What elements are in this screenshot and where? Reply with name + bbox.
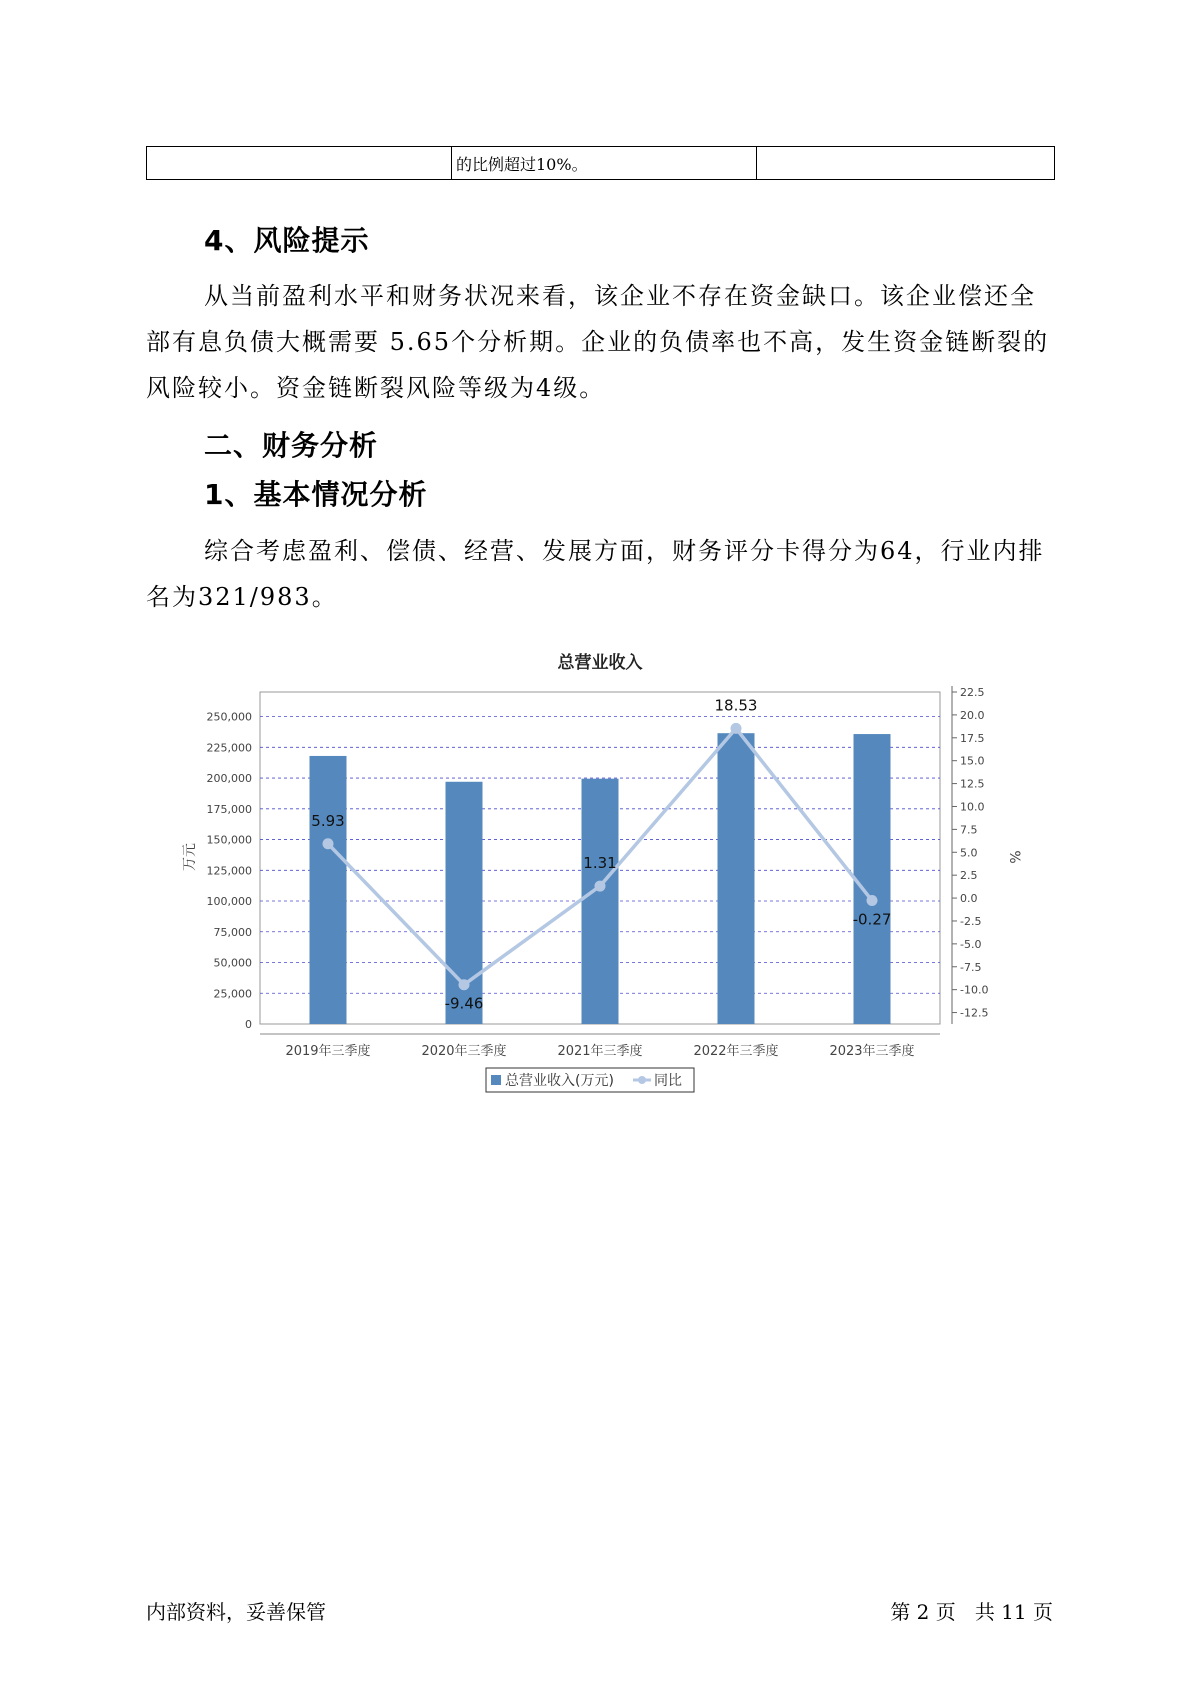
y-tick-label: 175,000 (206, 802, 252, 816)
bar (582, 779, 619, 1024)
finance-heading: 二、财务分析 (204, 429, 379, 462)
revenue-chart (180, 648, 1040, 1102)
risk-paragraph: 从当前盈利水平和财务状况来看，该企业不存在资金缺口。该企业偿还全部有息负债大概需要 5.65个分析期。企业的负债率也不高，发生资金链断裂的风险较小。资金链断裂风险等级为4级。 (146, 282, 1050, 402)
bar (854, 734, 891, 1024)
y2-tick-label: -5.0 (960, 937, 982, 951)
data-label: -9.46 (444, 994, 484, 1013)
y2-tick-label: 12.5 (960, 777, 985, 791)
y2-tick-label: 17.5 (960, 731, 985, 745)
y2-axis-label: % (1006, 850, 1022, 864)
data-label: 5.93 (311, 811, 345, 830)
y2-tick-label: 5.0 (960, 846, 978, 860)
legend-bar-label: 总营业收入(万元) (505, 1073, 614, 1089)
y-axis-label: 万元 (182, 843, 198, 871)
y2-tick-label: -7.5 (960, 960, 982, 974)
y2-tick-label: -2.5 (960, 914, 982, 928)
x-tick-label: 2023年三季度 (829, 1044, 915, 1059)
y-tick-label: 200,000 (206, 772, 252, 786)
y2-tick-label: 2.5 (960, 869, 978, 883)
y-tick-label: 150,000 (206, 833, 252, 847)
legend-line-marker (638, 1076, 646, 1084)
table-fragment (146, 146, 1055, 180)
data-point (867, 895, 878, 906)
y-tick-label: 25,000 (213, 987, 252, 1001)
data-point (731, 723, 742, 734)
bar (718, 733, 755, 1024)
risk-heading: 4、风险提示 (204, 224, 370, 257)
x-tick-label: 2020年三季度 (421, 1044, 507, 1059)
legend-line-label: 同比 (654, 1073, 682, 1089)
chart-title: 总营业收入 (557, 653, 643, 673)
basic-paragraph: 综合考虑盈利、偿债、经营、发展方面，财务评分卡得分为64，行业内排名为321/983。 (146, 537, 1045, 611)
footer-page-number: 第 2 页 共 11 页 (890, 1600, 1053, 1624)
y2-tick-label: 7.5 (960, 823, 978, 837)
legend-bar-swatch (491, 1075, 501, 1085)
y-tick-label: 225,000 (206, 741, 252, 755)
y-tick-label: 250,000 (206, 710, 252, 724)
table-cell (757, 147, 1055, 180)
data-label: 18.53 (714, 696, 758, 715)
basic-heading: 1、基本情况分析 (204, 478, 428, 511)
bar (310, 756, 347, 1024)
footer-left: 内部资料，妥善保管 (146, 1600, 326, 1624)
data-point (323, 838, 334, 849)
x-tick-label: 2019年三季度 (285, 1044, 371, 1059)
y2-tick-label: 22.5 (960, 686, 985, 699)
data-point (459, 979, 470, 990)
y-tick-label: 50,000 (213, 956, 252, 970)
y2-tick-label: -12.5 (960, 1006, 989, 1020)
data-label: 1.31 (583, 854, 617, 873)
table-cell (147, 147, 452, 180)
y-tick-label: 100,000 (206, 895, 252, 909)
y2-tick-label: -10.0 (960, 983, 989, 997)
y-tick-label: 0 (245, 1018, 252, 1031)
y-tick-label: 75,000 (213, 925, 252, 939)
y-tick-label: 125,000 (206, 864, 252, 878)
y2-tick-label: 10.0 (960, 800, 985, 814)
y2-tick-label: 0.0 (960, 892, 978, 906)
chart-legend (486, 1068, 694, 1092)
x-tick-label: 2021年三季度 (557, 1044, 643, 1059)
x-tick-label: 2022年三季度 (693, 1044, 779, 1059)
y2-tick-label: 15.0 (960, 754, 985, 768)
data-label: -0.27 (852, 910, 892, 929)
table-cell: 的比例超过10%。 (452, 147, 757, 180)
y2-tick-label: 20.0 (960, 708, 985, 722)
data-point (595, 881, 606, 892)
table-row (147, 147, 1055, 180)
